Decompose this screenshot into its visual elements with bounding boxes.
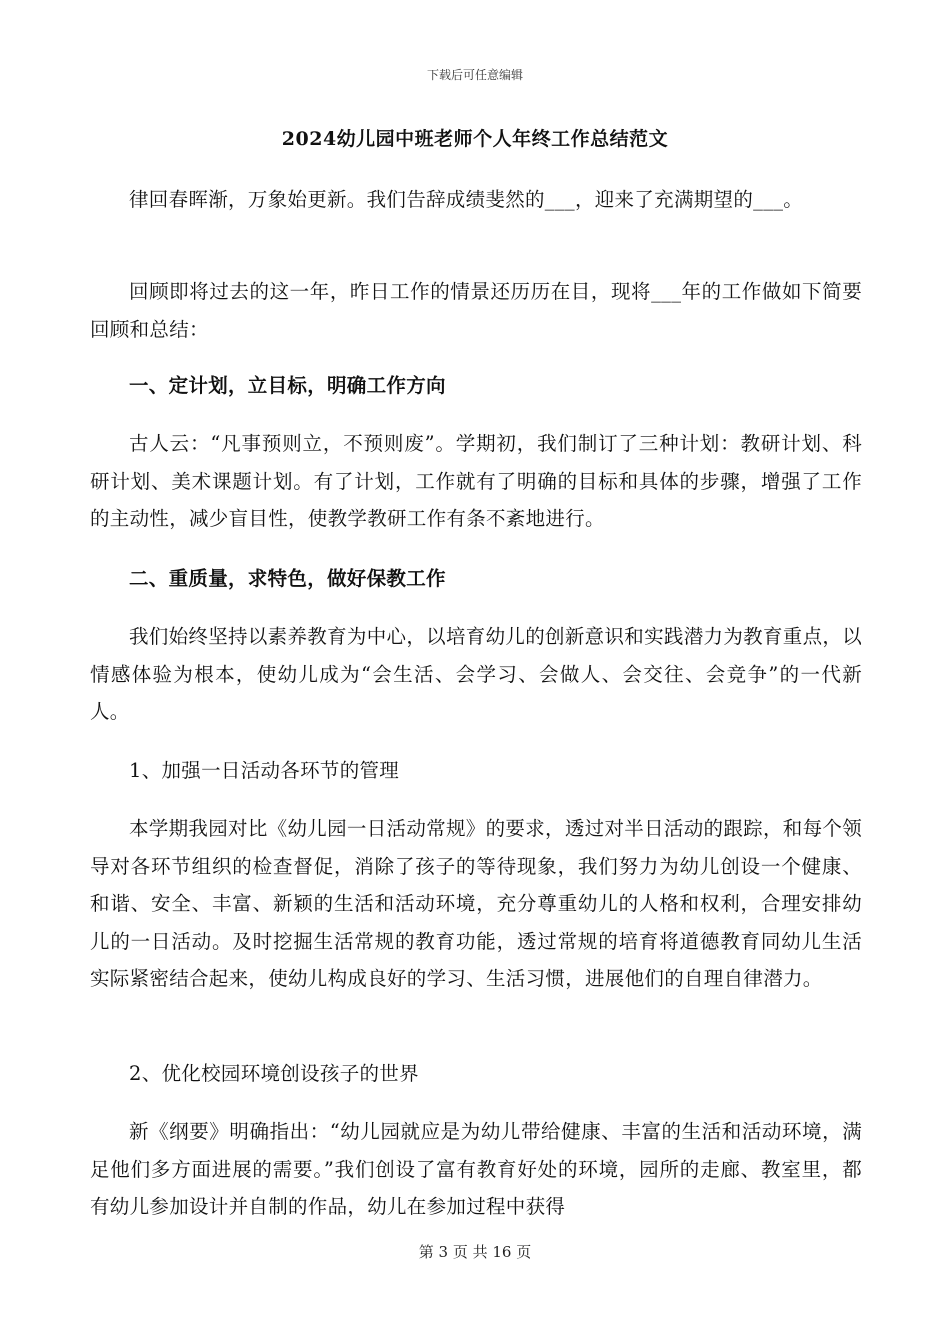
section-heading-plan: 一、定计划，立目标，明确工作方向: [129, 374, 446, 397]
paragraph-daily-activities: 本学期我园对比《幼儿园一日活动常规》的要求，透过对半日活动的跟踪，和每个领导对各环节组织的检查督促，消除了孩子的等待现象，我们努力为幼儿创设一个健康、和谐、安全、丰富、新颖的生活和活动环境，充分尊重幼儿的人格和权利，合理安排幼儿的一日活动。及时挖掘生活常规的教育功能，透过常规的培育将道德教育同幼儿生活实际紧密结合起来，使幼儿构成良好的学习、生活习惯，进展他们的自理自律潜力。: [90, 817, 862, 990]
paragraph-environment: 新《纲要》明确指出：“幼儿园就应是为幼儿带给健康、丰富的生活和活动环境，满足他们多方面进展的需要。”我们创设了富有教育好处的环境，园所的走廊、教室里，都有幼儿参加设计并自制的作品，幼儿在参加过程中获得: [90, 1120, 862, 1218]
section-heading-quality: 二、重质量，求特色，做好保教工作: [129, 567, 446, 590]
sub-heading-environment: 2、优化校园环境创设孩子的世界: [129, 1062, 419, 1085]
header-note: 下载后可任意编辑: [426, 68, 523, 82]
paragraph-quality: 我们始终坚持以素养教育为中心，以培育幼儿的创新意识和实践潜力为教育重点，以情感体验为根本，使幼儿成为“会生活、会学习、会做人、会交往、会竞争”的一代新人。: [90, 625, 862, 723]
document-title: 2024幼儿园中班老师个人年终工作总结范文: [281, 128, 669, 150]
paragraph-opening: 律回春晖渐，万象始更新。我们告辞成绩斐然的___，迎来了充满期望的___。: [129, 188, 804, 211]
sub-heading-daily-activities: 1、加强一日活动各环节的管理: [129, 759, 400, 782]
page-number-footer: 第 3 页 共 16 页: [418, 1243, 532, 1261]
paragraph-plan: 古人云：“凡事预则立，不预则废”。学期初，我们制订了三种计划：教研计划、科研计划、美术课题计划。有了计划，工作就有了明确的目标和具体的步骤，增强了工作的主动性，减少盲目性，使教学教研工作有条不紊地进行。: [90, 432, 862, 530]
paragraph-review: 回顾即将过去的这一年，昨日工作的情景还历历在目，现将___年的工作做如下简要回顾和总结：: [90, 280, 862, 341]
